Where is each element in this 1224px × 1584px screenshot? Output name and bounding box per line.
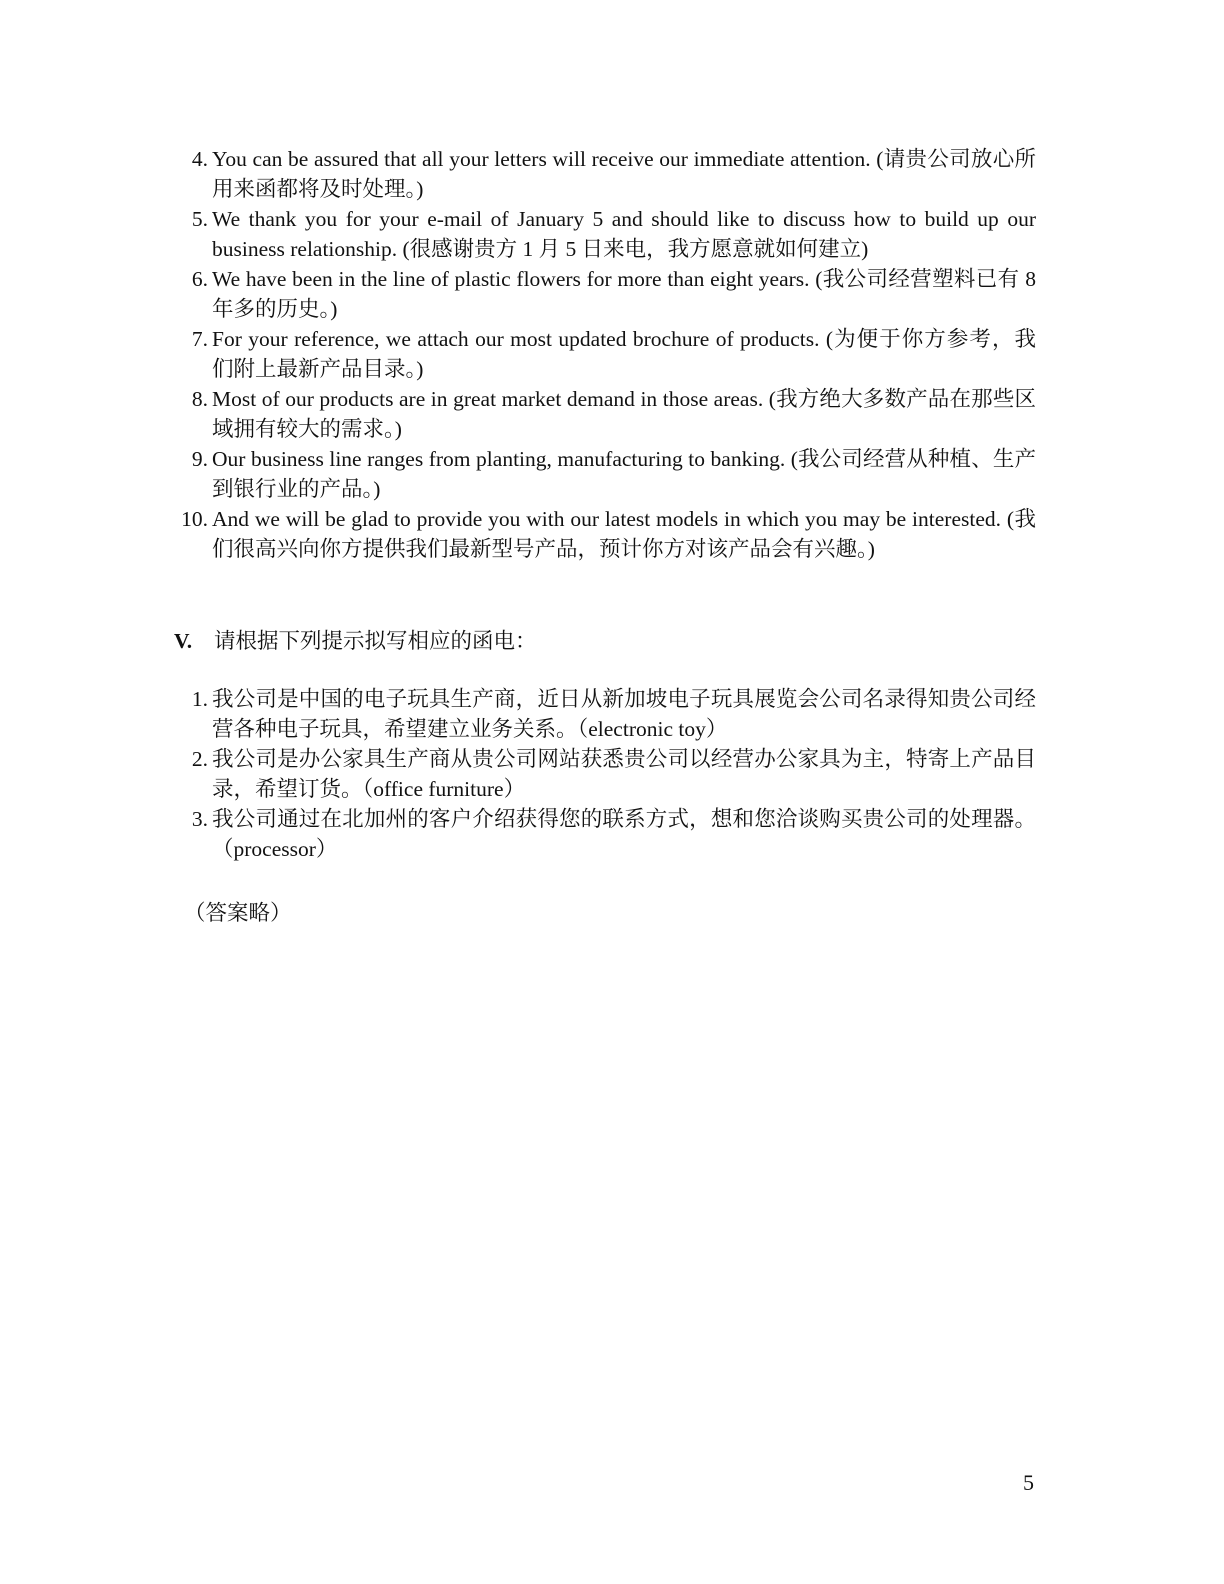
item-number: 7. (191, 327, 208, 351)
list-item (180, 744, 1036, 804)
item-text: For your reference, we attach our most updated brochure of products. (为便于你方参考，我们附上最新产品目录。) (212, 327, 1036, 381)
item-number: 4. (191, 147, 208, 171)
item-text: You can be assured that all your letters will receive our immediate attention. (请贵公司放心所用来函都将及时处理。) (212, 147, 1036, 201)
list-item (180, 684, 1036, 744)
list-item (180, 444, 1036, 504)
item-text: Our business line ranges from planting, manufacturing to banking. (我公司经营从种植、生产到银行业的产品。) (212, 447, 1036, 501)
item-number: 1. (191, 687, 208, 711)
list-item (180, 384, 1036, 444)
item-text: And we will be glad to provide you with our latest models in which you may be interested. (我们很高兴向你方提供我们最新型号产品，预计你方对该产品会有兴趣。) (212, 507, 1036, 561)
item-number: 8. (191, 387, 208, 411)
page-number: 5 (1023, 1470, 1034, 1495)
item-number: 5. (191, 207, 208, 231)
section-roman-numeral: V. (174, 629, 193, 653)
list-item (180, 264, 1036, 324)
section-heading (174, 626, 537, 656)
section-title: 请根据下列提示拟写相应的函电： (214, 629, 537, 653)
answer-omitted-note: （答案略） (184, 901, 292, 925)
list-item (180, 504, 1036, 564)
item-number: 3. (191, 807, 208, 831)
item-text: 我公司通过在北加州的客户介绍获得您的联系方式，想和您洽谈购买贵公司的处理器。（processor） (212, 807, 1036, 861)
item-text: 我公司是办公家具生产商从贵公司网站获悉贵公司以经营办公家具为主，特寄上产品目录，希望订货。（office furniture） (212, 747, 1036, 801)
list-item (180, 144, 1036, 204)
item-text: Most of our products are in great market demand in those areas. (我方绝大多数产品在那些区域拥有较大的需求。) (212, 387, 1036, 441)
list-item (180, 804, 1036, 864)
item-number: 10. (181, 507, 208, 531)
item-number: 6. (191, 267, 208, 291)
list-item (180, 204, 1036, 264)
item-number: 9. (191, 447, 208, 471)
item-text: We thank you for your e-mail of January 5 and should like to discuss how to build up our business relationship. (很感谢贵方 1 月 5 日来电，我方愿意就如何建立) (212, 207, 1036, 261)
item-text: 我公司是中国的电子玩具生产商，近日从新加坡电子玩具展览会公司名录得知贵公司经营各种电子玩具，希望建立业务关系。（electronic toy） (212, 687, 1036, 741)
writing-exercise-list (180, 684, 1036, 864)
item-number: 2. (191, 747, 208, 771)
item-text: We have been in the line of plastic flowers for more than eight years. (我公司经营塑料已有 8 年多的历史。) (212, 267, 1036, 321)
translation-exercise-list (180, 144, 1036, 564)
list-item (180, 324, 1036, 384)
